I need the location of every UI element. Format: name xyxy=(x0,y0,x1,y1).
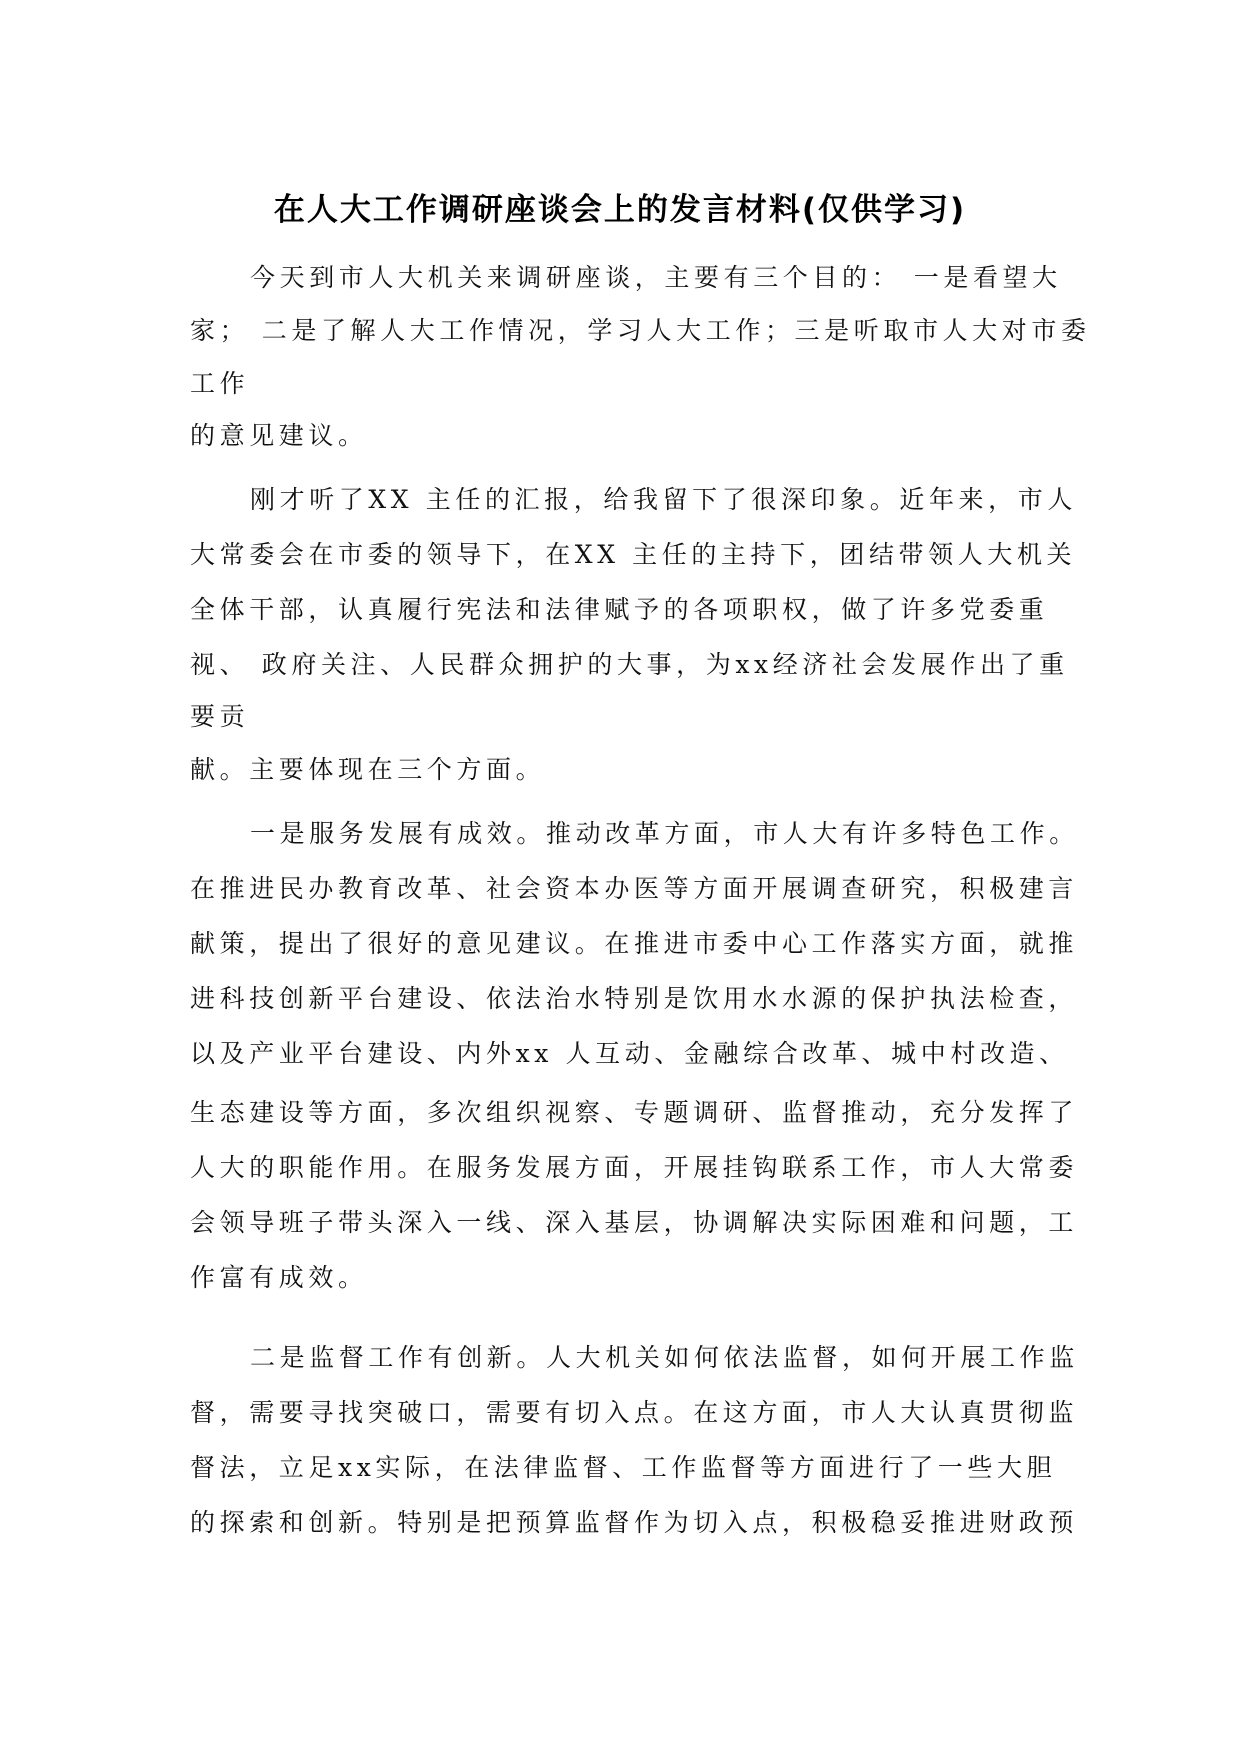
document-title: 在人大工作调研座谈会上的发言材料(仅供学习) xyxy=(273,192,967,228)
paragraph-line: 进科技创新平台建设、依法治水特别是饮用水水源的保护执法检查， xyxy=(190,984,1079,1013)
paragraph-line: 生态建设等方面，多次组织视察、专题调研、监督推动，充分发挥了 xyxy=(190,1098,1079,1127)
paragraph-line: 二是监督工作有创新。人大机关如何依法监督，如何开展工作监 xyxy=(250,1343,1079,1372)
paragraph-line: 督法，立足xx实际，在法律监督、工作监督等方面进行了一些大胆 xyxy=(190,1453,1057,1482)
paragraph-line: 全体干部，认真履行宪法和法律赋予的各项职权，做了许多党委重 xyxy=(190,595,1049,624)
paragraph-line: 家； 二是了解人大工作情况，学习人大工作；三是听取市人大对市委 xyxy=(190,316,1091,345)
paragraph-line: 作富有成效。 xyxy=(190,1263,368,1292)
paragraph-line: 视、 政府关注、人民群众拥护的大事，为xx经济社会发展作出了重 xyxy=(190,650,1069,679)
paragraph-line: 献。主要体现在三个方面。 xyxy=(190,755,546,784)
paragraph-line: 刚才听了XX 主任的汇报，给我留下了很深印象。近年来，市人 xyxy=(250,485,1077,514)
paragraph-line: 要贡 xyxy=(190,702,250,731)
paragraph-line: 以及产业平台建设、内外xx 人互动、金融综合改革、城中村改造、 xyxy=(190,1039,1069,1068)
paragraph-line: 督，需要寻找突破口，需要有切入点。在这方面，市人大认真贯彻监 xyxy=(190,1398,1079,1427)
paragraph-line: 大常委会在市委的领导下，在XX 主任的主持下，团结带领人大机关 xyxy=(190,540,1077,569)
paragraph-line: 在推进民办教育改革、社会资本办医等方面开展调查研究，积极建言 xyxy=(190,874,1079,903)
paragraph-line: 献策，提出了很好的意见建议。在推进市委中心工作落实方面，就推 xyxy=(190,929,1079,958)
paragraph-line: 人大的职能作用。在服务发展方面，开展挂钩联系工作，市人大常委 xyxy=(190,1153,1079,1182)
paragraph-line: 会领导班子带头深入一线、深入基层，协调解决实际困难和问题，工 xyxy=(190,1208,1079,1237)
paragraph-line: 工作 xyxy=(190,369,250,398)
paragraph-line: 的意见建议。 xyxy=(190,421,368,450)
paragraph-line: 一是服务发展有成效。推动改革方面，市人大有许多特色工作。 xyxy=(250,819,1079,848)
paragraph-line: 的探索和创新。特别是把预算监督作为切入点，积极稳妥推进财政预 xyxy=(190,1508,1079,1537)
paragraph-line: 今天到市人大机关来调研座谈，主要有三个目的： 一是看望大 xyxy=(250,263,1062,292)
